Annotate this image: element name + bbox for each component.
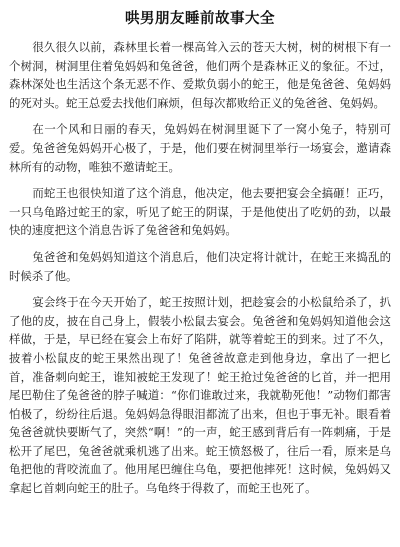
story-paragraph-3: 而蛇王也很快知道了这个消息，他决定，他去要把宴会全搞砸！正巧，一只乌龟路过蛇王的家，听见了蛇王的阴谋，于是他使出了吃奶的劲，以最快的速度把这个消息告诉了兔爸爸和兔妈妈。: [9, 186, 391, 238]
story-paragraph-5: 宴会终于在今天开始了，蛇王按照计划，把趁宴会的小松鼠给杀了，扒了他的皮，披在自己身上，假装小松鼠去宴会。兔爸爸和兔妈妈知道他会这样做，于是，早已经在宴会上布好了陷阱，就等着蛇王的到来。过了不久，披着小松鼠皮的蛇王果然出现了！兔爸爸故意走到他身边，拿出了一把匕首，准备刺向蛇王，谁知被蛇王发现了！蛇王抢过兔爸爸的匕首，并一把用尾巴勒住了兔爸爸的脖子喊道：“你们谁敢过来，我就勒死他！”动物们都害怕极了，纷纷往后退。兔妈妈急得眼泪都流了出来，但也于事无补。眼看着兔爸爸就快要断气了，突然“啊！”的一声，蛇王感到背后有一阵刺痛，于是松开了尾巴，兔爸爸就乘机逃了出来。蛇王愤怒极了，往后一看，原来是乌龟把他的背咬流血了。他用尾巴缠住乌龟，要把他摔死！这时候，兔妈妈又拿起匕首刺向蛇王的肚子。乌龟终于得救了，而蛇王也死了。: [9, 295, 391, 496]
story-paragraph-2: 在一个风和日丽的春天，兔妈妈在树洞里诞下了一窝小兔子，特别可爱。兔爸爸兔妈妈开心极了，于是，他们要在树洞里举行一场宴会，邀请森林所有的动物，唯独不邀请蛇王。: [9, 122, 391, 174]
story-paragraph-4: 兔爸爸和兔妈妈知道这个消息后，他们决定将计就计，在蛇王来捣乱的时候杀了他。: [9, 249, 391, 283]
story-paragraph-1: 很久很久以前，森林里长着一棵高耸入云的苍天大树，树的树根下有一个树洞，树洞里住着兔妈妈和兔爸爸，他们两个是森林正义的象征。不过，森林深处也生活这个条无恶不作、爱欺负弱小的蛇王，他是兔爸爸、兔妈妈的死对头。蛇王总爱去找他们麻烦，但每次都败给正义的兔爸爸、兔妈妈。: [9, 40, 391, 110]
document-title: 哄男朋友睡前故事大全: [125, 11, 275, 27]
